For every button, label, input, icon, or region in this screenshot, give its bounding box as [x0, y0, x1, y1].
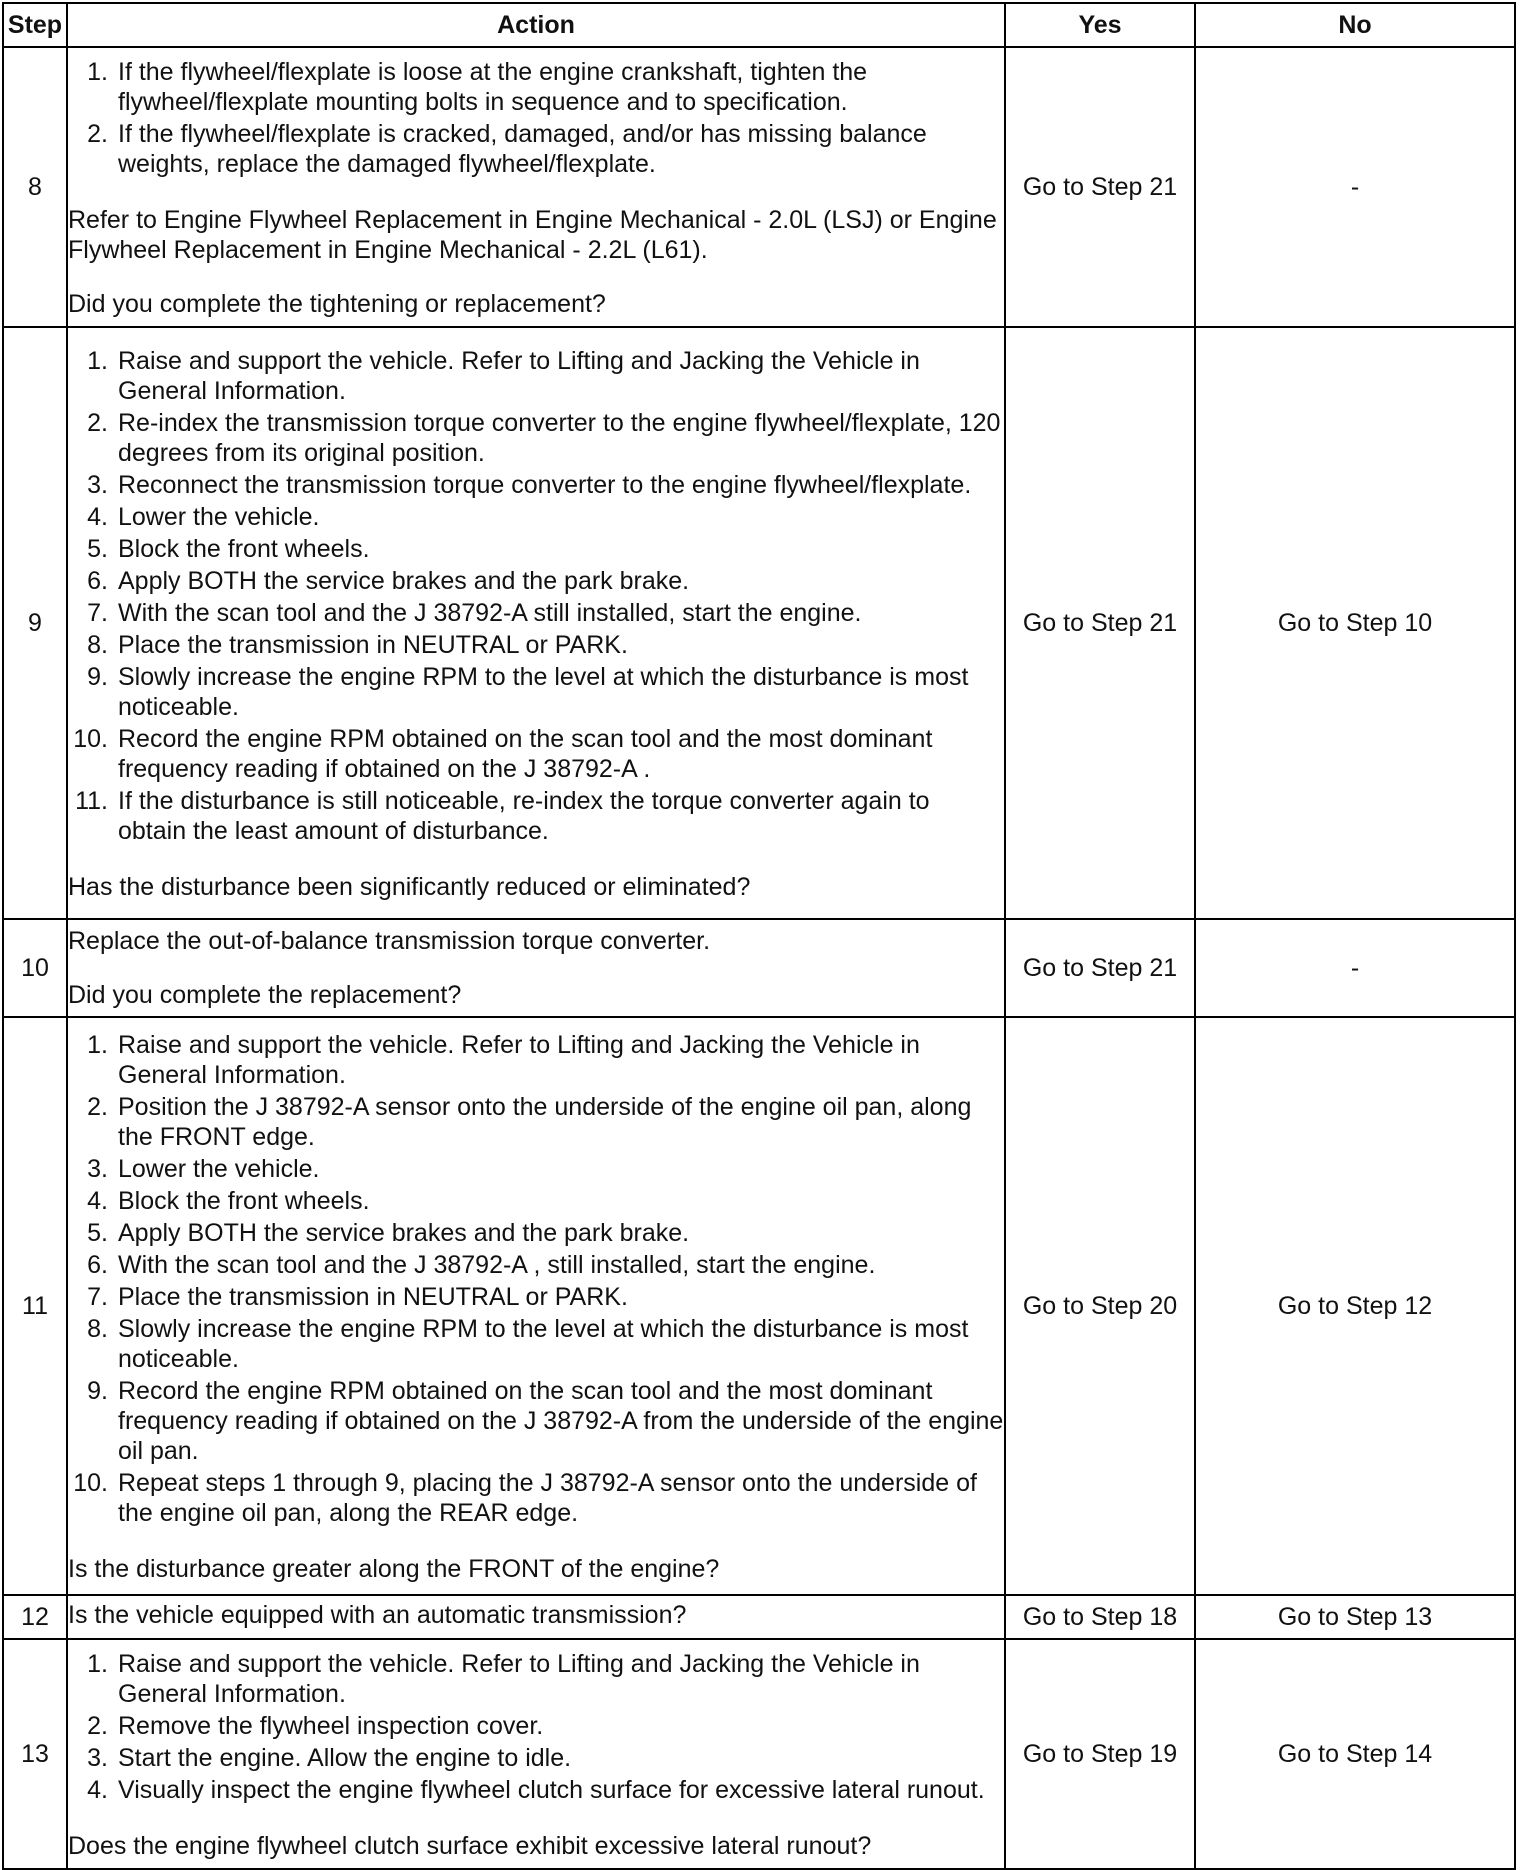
- list-item: 5. Block the front wheels.: [87, 535, 370, 563]
- no-result: Go to Step 12: [1195, 1017, 1515, 1595]
- table-row-step-13: [3, 1639, 1515, 1869]
- diagnostic-table: [2, 2, 1516, 1870]
- yes-result: Go to Step 19: [1005, 1639, 1195, 1869]
- yes-result: Go to Step 20: [1005, 1017, 1195, 1595]
- action-text: Replace the out-of-balance transmission torque converter.: [68, 927, 711, 955]
- question-text: Has the disturbance been significantly reduced or eliminated?: [68, 873, 751, 901]
- list-item: 3. Reconnect the transmission torque converter to the engine flywheel/flexplate.: [87, 471, 972, 499]
- reference-note: Refer to Engine Flywheel Replacement in Engine Mechanical - 2.0L (LSJ) or Engine Flywheel Replacement in Engine Mechanical - 2.2L (L61).: [68, 206, 997, 264]
- step-number: 9: [3, 327, 67, 919]
- question-text: Did you complete the replacement?: [68, 981, 462, 1009]
- question-text: Is the disturbance greater along the FRONT of the engine?: [68, 1555, 720, 1583]
- list-item: 7. Place the transmission in NEUTRAL or PARK.: [87, 1283, 628, 1311]
- step-number: 11: [3, 1017, 67, 1595]
- list-item: 8. Slowly increase the engine RPM to the level at which the disturbance is most noticeable.: [87, 1315, 969, 1373]
- list-item: 11. If the disturbance is still noticeable, re-index the torque converter again to obtain the least amount of disturbance.: [75, 787, 930, 845]
- list-item: 4. Visually inspect the engine flywheel clutch surface for excessive lateral runout.: [87, 1776, 985, 1804]
- question-text: Did you complete the tightening or replacement?: [68, 290, 606, 318]
- yes-result: Go to Step 21: [1005, 47, 1195, 327]
- table-row-step-8: [3, 47, 1515, 327]
- list-item: 6. With the scan tool and the J 38792-A , still installed, start the engine.: [87, 1251, 876, 1279]
- action-cell: [67, 1017, 1005, 1595]
- list-item: 2. Position the J 38792-A sensor onto the underside of the engine oil pan, along the FRONT edge.: [87, 1093, 972, 1151]
- list-item: 2. If the flywheel/flexplate is cracked, damaged, and/or has missing balance weights, replace the damaged flywheel/flexplate.: [87, 120, 927, 178]
- list-item: 6. Apply BOTH the service brakes and the park brake.: [87, 567, 690, 595]
- header-yes: Yes: [1005, 3, 1195, 47]
- list-item: 7. With the scan tool and the J 38792-A still installed, start the engine.: [87, 599, 862, 627]
- action-cell: [67, 1595, 1005, 1639]
- question-text: Is the vehicle equipped with an automatic transmission?: [68, 1601, 687, 1629]
- header-row: [3, 3, 1515, 47]
- step-number: 13: [3, 1639, 67, 1869]
- list-item: 1. Raise and support the vehicle. Refer to Lifting and Jacking the Vehicle in General Information.: [87, 1650, 920, 1708]
- header-no: No: [1195, 3, 1515, 47]
- question-text: Does the engine flywheel clutch surface exhibit excessive lateral runout?: [68, 1832, 872, 1860]
- list-item: 4. Lower the vehicle.: [87, 503, 320, 531]
- list-item: 2. Re-index the transmission torque converter to the engine flywheel/flexplate, 120 degrees from its original position.: [87, 409, 1001, 467]
- no-result: -: [1195, 919, 1515, 1017]
- action-list: [68, 57, 1004, 179]
- yes-result: Go to Step 18: [1005, 1595, 1195, 1639]
- step-number: 10: [3, 919, 67, 1017]
- action-cell: [67, 47, 1005, 327]
- step-number: 12: [3, 1595, 67, 1639]
- table-row-step-11: [3, 1017, 1515, 1595]
- action-cell: [67, 1639, 1005, 1869]
- list-item: 2. Remove the flywheel inspection cover.: [87, 1712, 544, 1740]
- action-list: [68, 1649, 1004, 1805]
- list-item: 1. Raise and support the vehicle. Refer to Lifting and Jacking the Vehicle in General Information.: [87, 1031, 920, 1089]
- list-item: 1. If the flywheel/flexplate is loose at the engine crankshaft, tighten the flywheel/flexplate mounting bolts in sequence and to specification.: [87, 58, 868, 116]
- list-item: 9. Record the engine RPM obtained on the scan tool and the most dominant frequency reading if obtained on the J 38792-A from the underside of the engine oil pan.: [87, 1377, 1004, 1465]
- list-item: 3. Lower the vehicle.: [87, 1155, 320, 1183]
- list-item: 8. Place the transmission in NEUTRAL or PARK.: [87, 631, 628, 659]
- yes-result: Go to Step 21: [1005, 327, 1195, 919]
- action-cell: [67, 327, 1005, 919]
- table-row-step-9: [3, 327, 1515, 919]
- table-row-step-10: [3, 919, 1515, 1017]
- action-cell: [67, 919, 1005, 1017]
- action-list: [68, 346, 1004, 846]
- step-number: 8: [3, 47, 67, 327]
- action-list: [68, 1030, 1004, 1528]
- list-item: 9. Slowly increase the engine RPM to the level at which the disturbance is most noticeable.: [87, 663, 969, 721]
- table-row-step-12: [3, 1595, 1515, 1639]
- no-result: Go to Step 14: [1195, 1639, 1515, 1869]
- list-item: 4. Block the front wheels.: [87, 1187, 370, 1215]
- yes-result: Go to Step 21: [1005, 919, 1195, 1017]
- list-item: 5. Apply BOTH the service brakes and the park brake.: [87, 1219, 690, 1247]
- no-result: Go to Step 10: [1195, 327, 1515, 919]
- list-item: 10. Record the engine RPM obtained on the scan tool and the most dominant frequency reading if obtained on the J 38792-A .: [73, 725, 933, 783]
- header-step: Step: [3, 3, 67, 47]
- list-item: 1. Raise and support the vehicle. Refer to Lifting and Jacking the Vehicle in General Information.: [87, 347, 920, 405]
- no-result: -: [1195, 47, 1515, 327]
- no-result: Go to Step 13: [1195, 1595, 1515, 1639]
- list-item: 10. Repeat steps 1 through 9, placing the J 38792-A sensor onto the underside of the engine oil pan, along the REAR edge.: [73, 1469, 977, 1527]
- list-item: 3. Start the engine. Allow the engine to idle.: [87, 1744, 572, 1772]
- header-action: Action: [67, 3, 1005, 47]
